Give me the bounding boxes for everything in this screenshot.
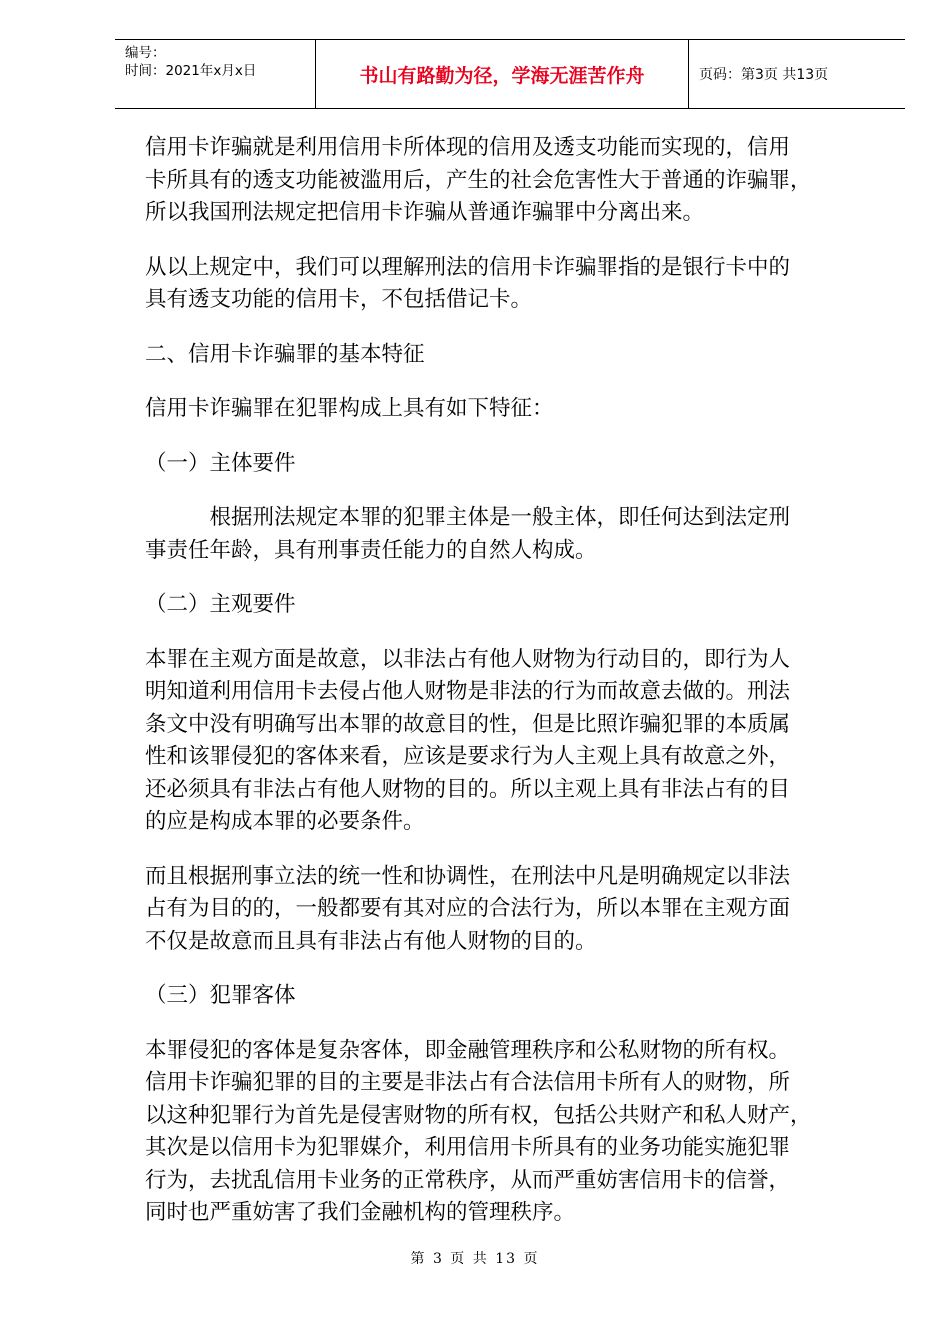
paragraph-line: 同时也严重妨害了我们金融机构的管理秩序。 [145,1200,576,1225]
paragraph-line: 信用卡诈骗罪在犯罪构成上具有如下特征： [145,396,554,421]
paragraph [145,589,865,622]
header-motto: 书山有路勤为径，学海无涯苦作舟 [316,40,689,108]
paragraph-line: 行为，去扰乱信用卡业务的正常秩序，从而严重妨害信用卡的信誉， [145,1167,791,1193]
paragraph-line: 二、信用卡诈骗罪的基本特征 [145,341,425,367]
paragraph [145,644,865,839]
paragraph-line: 卡所具有的透支功能被滥用后，产生的社会危害性大于普通的诈骗罪， [145,167,812,193]
paragraph-line: 以这种犯罪行为首先是侵害财物的所有权，包括公共财产和私人财产， [145,1102,812,1128]
paragraph [145,980,865,1013]
paragraph [145,339,865,372]
paragraph-line: 事责任年龄，具有刑事责任能力的自然人构成。 [145,537,597,563]
paragraph-line: 的应是构成本罪的必要条件。 [145,809,425,834]
paragraph-line: 根据刑法规定本罪的犯罪主体是一般主体，即任何达到法定刑 [145,505,791,530]
header-meta [115,40,316,108]
paragraph-line: 本罪侵犯的客体是复杂客体，即金融管理秩序和公私财物的所有权。 [145,1037,791,1063]
paragraph-line: 条文中没有明确写出本罪的故意目的性，但是比照诈骗犯罪的本质属 [145,711,791,737]
paragraph-line: 占有为目的的，一般都要有其对应的合法行为，所以本罪在主观方面 [145,896,791,921]
paragraph-line: 具有透支功能的信用卡，不包括借记卡。 [145,287,533,312]
paragraph-line: 而且根据刑事立法的统一性和协调性，在刑法中凡是明确规定以非法 [145,863,791,889]
paragraph [145,393,865,426]
paragraph-line: 信用卡诈骗就是利用信用卡所体现的信用及透支功能而实现的，信用 [145,135,791,160]
paragraph-line: （一）主体要件 [145,450,296,476]
paragraph [145,132,865,230]
paragraph [145,861,865,959]
paragraph-line: 性和该罪侵犯的客体来看，应该是要求行为人主观上具有故意之外， [145,744,791,769]
paragraph [145,448,865,481]
page-header [115,39,905,109]
paragraph-line: 还必须具有非法占有他人财物的目的。所以主观上具有非法占有的目 [145,776,791,802]
paragraph-line: （三）犯罪客体 [145,983,296,1008]
paragraph-line: 所以我国刑法规定把信用卡诈骗从普通诈骗罪中分离出来。 [145,200,705,225]
paragraph-line: （二）主观要件 [145,592,296,617]
header-page-code: 页码：第3页 共13页 [699,67,829,83]
document-number-label: 编号： [125,45,166,61]
document-body [145,132,865,1252]
paragraph [145,1035,865,1230]
paragraph [145,252,865,317]
paragraph-line: 信用卡诈骗犯罪的目的主要是非法占有合法信用卡所有人的财物，所 [145,1070,791,1095]
paragraph-line: 本罪在主观方面是故意，以非法占有他人财物为行动目的，即行为人 [145,646,791,672]
paragraph [145,502,865,567]
paragraph-line: 从以上规定中，我们可以理解刑法的信用卡诈骗罪指的是银行卡中的 [145,254,791,280]
document-time: 时间：2021年x月x日 [125,63,257,79]
paragraph-line: 其次是以信用卡为犯罪媒介，利用信用卡所具有的业务功能实施犯罪 [145,1135,791,1160]
paragraph-line: 不仅是故意而且具有非法占有他人财物的目的。 [145,928,597,954]
paragraph-line: 明知道利用信用卡去侵占他人财物是非法的行为而故意去做的。刑法 [145,679,791,704]
page-footer: 第 3 页 共 13 页 [410,1251,540,1267]
